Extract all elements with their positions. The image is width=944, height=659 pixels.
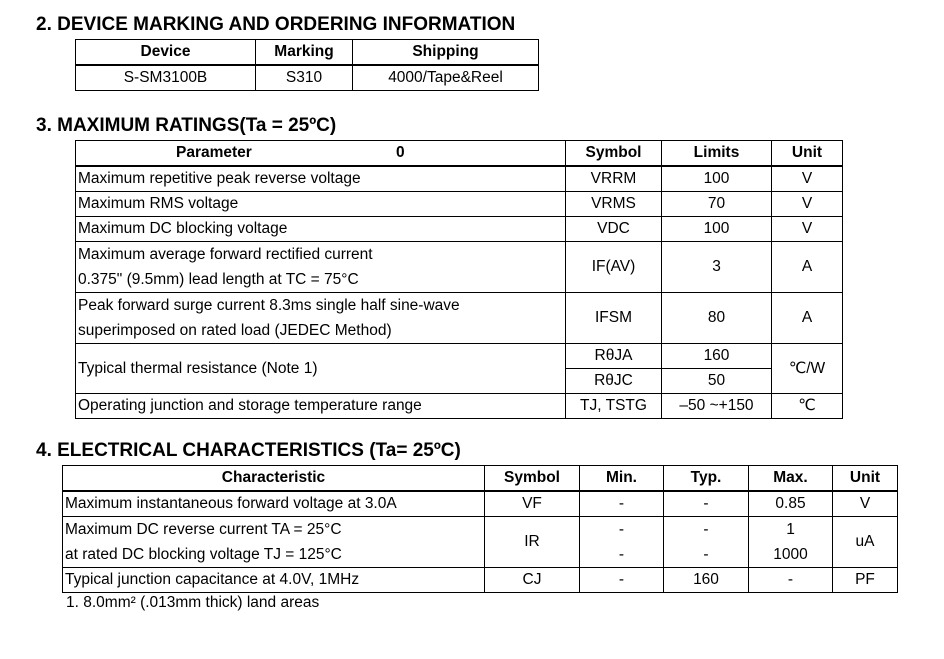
cell-symbol: VDC bbox=[566, 217, 662, 242]
table-row bbox=[76, 192, 843, 217]
header-device: Device bbox=[76, 40, 256, 66]
cell-unit: A bbox=[772, 293, 843, 344]
parameter-line-1: Maximum average forward rectified current bbox=[78, 246, 373, 263]
cell-limit: 3 bbox=[662, 242, 772, 293]
cell-symbol: IFSM bbox=[566, 293, 662, 344]
cell-symbol: CJ bbox=[485, 568, 580, 593]
header-unit: Unit bbox=[833, 466, 898, 492]
cell-parameter: Maximum RMS voltage bbox=[76, 192, 566, 217]
cell-limit: –50 ~+150 bbox=[662, 394, 772, 419]
cell-limit: 100 bbox=[662, 166, 772, 192]
cell-max: - bbox=[749, 568, 833, 593]
header-characteristic: Characteristic bbox=[63, 466, 485, 492]
header-marking: Marking bbox=[256, 40, 353, 66]
characteristic-line-1: Maximum DC reverse current TA = 25°C bbox=[65, 521, 342, 538]
min-line-1: - bbox=[618, 521, 625, 538]
max-ratings-table bbox=[75, 140, 843, 419]
max-line-1: 1 bbox=[786, 521, 795, 538]
cell-symbol: RθJA bbox=[566, 344, 662, 369]
table-row bbox=[76, 394, 843, 419]
cell-unit: V bbox=[772, 217, 843, 242]
ordering-table bbox=[75, 39, 539, 91]
cell-unit: ℃/W bbox=[772, 344, 843, 394]
characteristic-line-2: at rated DC blocking voltage TJ = 125°C bbox=[65, 546, 342, 563]
cell-unit: V bbox=[833, 491, 898, 517]
table-row bbox=[63, 517, 898, 568]
header-limits: Limits bbox=[662, 141, 772, 167]
cell-marking: S310 bbox=[256, 65, 353, 91]
cell-min bbox=[580, 517, 664, 568]
section-4-title: 4. ELECTRICAL CHARACTERISTICS (Ta= 25ºC) bbox=[36, 440, 461, 461]
cell-symbol: VF bbox=[485, 491, 580, 517]
cell-characteristic bbox=[63, 517, 485, 568]
cell-unit: ℃ bbox=[772, 394, 843, 419]
header-shipping: Shipping bbox=[353, 40, 539, 66]
header-max: Max. bbox=[749, 466, 833, 492]
cell-symbol: VRMS bbox=[566, 192, 662, 217]
cell-min: - bbox=[580, 568, 664, 593]
parameter-line-1: Peak forward surge current 8.3ms single half sine-wave bbox=[78, 297, 460, 314]
cell-unit: V bbox=[772, 192, 843, 217]
cell-limit: 80 bbox=[662, 293, 772, 344]
cell-limit: 50 bbox=[662, 369, 772, 394]
header-parameter bbox=[76, 141, 566, 167]
cell-limit: 160 bbox=[662, 344, 772, 369]
table-header-row bbox=[63, 466, 898, 492]
max-line-2: 1000 bbox=[773, 546, 808, 563]
cell-characteristic: Maximum instantaneous forward voltage at 3.0A bbox=[63, 491, 485, 517]
table-row bbox=[63, 568, 898, 593]
typ-line-1: - bbox=[703, 521, 709, 538]
cell-typ bbox=[664, 517, 749, 568]
cell-parameter: Typical thermal resistance (Note 1) bbox=[76, 344, 566, 394]
header-symbol: Symbol bbox=[566, 141, 662, 167]
cell-parameter bbox=[76, 293, 566, 344]
table-row bbox=[76, 166, 843, 192]
header-typ: Typ. bbox=[664, 466, 749, 492]
table-row bbox=[63, 491, 898, 517]
cell-parameter: Maximum repetitive peak reverse voltage bbox=[76, 166, 566, 192]
cell-parameter: Maximum DC blocking voltage bbox=[76, 217, 566, 242]
cell-symbol: IR bbox=[485, 517, 580, 568]
table-header-row bbox=[76, 40, 539, 66]
cell-device: S-SM3100B bbox=[76, 65, 256, 91]
section-3-title: 3. MAXIMUM RATINGS(Ta = 25ºC) bbox=[36, 115, 337, 136]
header-unit: Unit bbox=[772, 141, 843, 167]
cell-symbol: RθJC bbox=[566, 369, 662, 394]
parameter-line-2: superimposed on rated load (JEDEC Method) bbox=[78, 322, 392, 339]
cell-parameter: Operating junction and storage temperature range bbox=[76, 394, 566, 419]
typ-line-2: - bbox=[703, 546, 709, 563]
section-2-title: 2. DEVICE MARKING AND ORDERING INFORMATION bbox=[36, 14, 516, 35]
cell-shipping: 4000/Tape&Reel bbox=[353, 65, 539, 91]
cell-limit: 100 bbox=[662, 217, 772, 242]
table-row bbox=[76, 293, 843, 344]
header-parameter-label: Parameter bbox=[176, 144, 252, 161]
cell-max bbox=[749, 517, 833, 568]
cell-symbol: TJ, TSTG bbox=[566, 394, 662, 419]
cell-unit: A bbox=[772, 242, 843, 293]
table-header-row bbox=[76, 141, 843, 167]
table-row bbox=[76, 65, 539, 91]
cell-min: - bbox=[580, 491, 664, 517]
cell-unit: uA bbox=[833, 517, 898, 568]
cell-typ: - bbox=[664, 491, 749, 517]
header-zero: 0 bbox=[396, 144, 405, 161]
cell-characteristic: Typical junction capacitance at 4.0V, 1MHz bbox=[63, 568, 485, 593]
cell-unit: PF bbox=[833, 568, 898, 593]
header-min: Min. bbox=[580, 466, 664, 492]
cell-limit: 70 bbox=[662, 192, 772, 217]
cell-typ: 160 bbox=[664, 568, 749, 593]
table-row bbox=[76, 242, 843, 293]
min-line-2: - bbox=[618, 546, 625, 563]
parameter-line-2: 0.375" (9.5mm) lead length at TC = 75°C bbox=[78, 271, 359, 288]
electrical-characteristics-table bbox=[62, 465, 898, 593]
header-symbol: Symbol bbox=[485, 466, 580, 492]
cell-unit: V bbox=[772, 166, 843, 192]
cell-max: 0.85 bbox=[749, 491, 833, 517]
footnote: 1. 8.0mm² (.013mm thick) land areas bbox=[66, 594, 320, 611]
table-row bbox=[76, 344, 843, 369]
cell-parameter bbox=[76, 242, 566, 293]
cell-symbol: VRRM bbox=[566, 166, 662, 192]
cell-symbol: IF(AV) bbox=[566, 242, 662, 293]
table-row bbox=[76, 217, 843, 242]
